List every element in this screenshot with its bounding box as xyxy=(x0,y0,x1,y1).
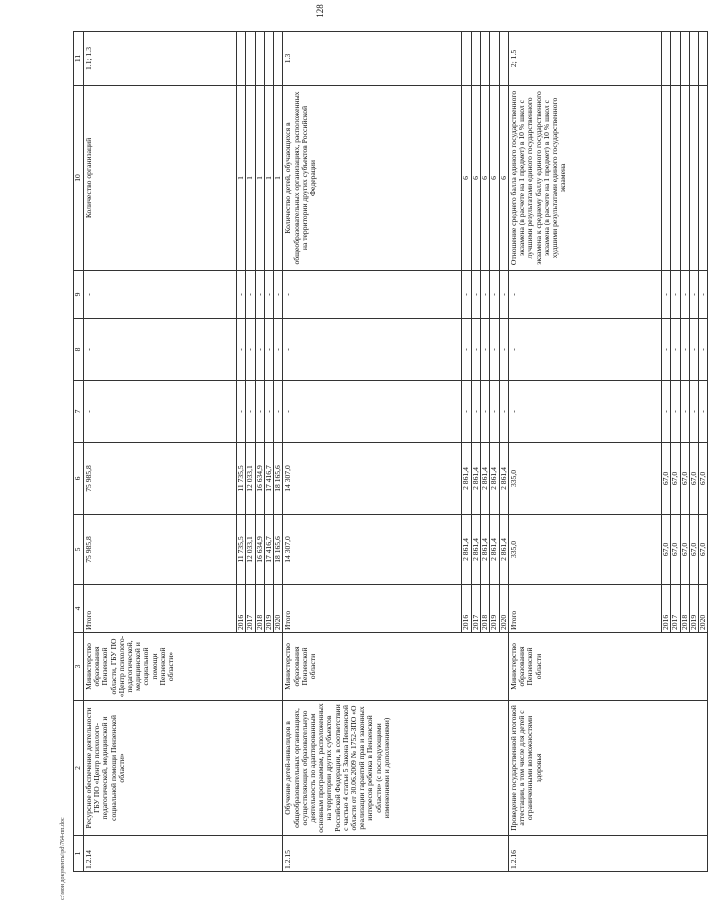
other-sources: - xyxy=(237,271,246,319)
regional-budget: 2 861,4 xyxy=(481,443,490,515)
federal-budget: - xyxy=(699,381,708,443)
federal-budget: - xyxy=(661,381,670,443)
activity-id: 1.2.16 xyxy=(508,836,707,872)
program-activities-table-container xyxy=(73,32,708,872)
other-sources: - xyxy=(680,271,689,319)
column-number-8: 8 xyxy=(74,319,84,381)
federal-budget: - xyxy=(490,381,499,443)
total-amount: 67,0 xyxy=(661,515,670,585)
target-link xyxy=(246,32,255,86)
federal-budget: - xyxy=(246,381,255,443)
indicator: 6 xyxy=(481,86,490,271)
other-sources: - xyxy=(471,271,480,319)
activity-row xyxy=(84,32,237,872)
indicator: 6 xyxy=(471,86,480,271)
activity-executor: Министерство образования Пензенской области, ГБУ ПО «Центр психолого-педагогической, медицинской и социальной помощи Пензенской области» xyxy=(84,633,283,701)
total-amount: 75 985,8 xyxy=(84,515,237,585)
target-link: 1.3 xyxy=(283,32,462,86)
other-sources: - xyxy=(274,271,283,319)
regional-budget: 67,0 xyxy=(661,443,670,515)
year-cell: 2016 xyxy=(237,585,246,633)
federal-budget: - xyxy=(274,381,283,443)
indicator xyxy=(671,86,680,271)
regional-budget: 11 735,5 xyxy=(237,443,246,515)
column-number-9: 9 xyxy=(74,271,84,319)
local-budget: - xyxy=(255,319,264,381)
total-amount: 67,0 xyxy=(699,515,708,585)
year-cell: 2018 xyxy=(680,585,689,633)
target-link xyxy=(237,32,246,86)
total-amount: 17 416,7 xyxy=(264,515,273,585)
regional-budget: 2 861,4 xyxy=(462,443,471,515)
column-number-7: 7 xyxy=(74,381,84,443)
page-number xyxy=(0,6,640,16)
indicator: 1 xyxy=(246,86,255,271)
header-row xyxy=(74,32,84,872)
activity-row xyxy=(283,32,462,872)
indicator xyxy=(689,86,698,271)
other-sources: - xyxy=(499,271,508,319)
column-number-10: 10 xyxy=(74,86,84,271)
federal-budget: - xyxy=(237,381,246,443)
regional-budget: 2 861,4 xyxy=(499,443,508,515)
year-cell: 2020 xyxy=(499,585,508,633)
activity-id: 1.2.15 xyxy=(283,836,508,872)
column-number-6: 6 xyxy=(74,443,84,515)
federal-budget: - xyxy=(499,381,508,443)
local-budget: - xyxy=(462,319,471,381)
local-budget: - xyxy=(490,319,499,381)
activity-name: Обучение детей-инвалидов в общеобразовательных организациях, осуществляющих образовательную деятельность по адаптированным основным программам, расположенных на территории других субъектов Российской Федерации, в соответствии с частью 4 статьи 5 Закона Пензенской области от 30.06.2009 № 1752-ЗПО «О реализации гарантий прав и законных интересов ребенка в Пензенской области» (с последующими изменениями и дополнениями) xyxy=(283,701,508,836)
total-amount: 2 861,4 xyxy=(481,515,490,585)
total-amount: 67,0 xyxy=(671,515,680,585)
regional-budget: 67,0 xyxy=(671,443,680,515)
activity-name: Проведение государственной итоговой аттестации, в том числе для детей с ограниченными возможностями здоровья xyxy=(508,701,707,836)
year-cell: Итого xyxy=(283,585,462,633)
other-sources: - xyxy=(462,271,471,319)
year-cell: 2016 xyxy=(462,585,471,633)
target-link xyxy=(699,32,708,86)
local-budget: - xyxy=(246,319,255,381)
total-amount: 2 861,4 xyxy=(471,515,480,585)
local-budget: - xyxy=(499,319,508,381)
total-amount: 11 735,5 xyxy=(237,515,246,585)
regional-budget: 67,0 xyxy=(689,443,698,515)
indicator: Количество организаций xyxy=(84,86,237,271)
regional-budget: 2 861,4 xyxy=(471,443,480,515)
indicator: 1 xyxy=(237,86,246,271)
other-sources: - xyxy=(84,271,237,319)
target-link xyxy=(689,32,698,86)
local-budget: - xyxy=(274,319,283,381)
other-sources: - xyxy=(255,271,264,319)
federal-budget: - xyxy=(689,381,698,443)
regional-budget: 14 307,0 xyxy=(283,443,462,515)
activity-id: 1.2.14 xyxy=(84,836,283,872)
federal-budget: - xyxy=(471,381,480,443)
regional-budget: 67,0 xyxy=(699,443,708,515)
total-amount: 2 861,4 xyxy=(490,515,499,585)
local-budget: - xyxy=(671,319,680,381)
regional-budget: 2 861,4 xyxy=(490,443,499,515)
other-sources: - xyxy=(671,271,680,319)
local-budget: - xyxy=(283,319,462,381)
indicator xyxy=(680,86,689,271)
other-sources: - xyxy=(490,271,499,319)
column-number-2: 2 xyxy=(74,701,84,836)
other-sources: - xyxy=(481,271,490,319)
target-link xyxy=(264,32,273,86)
target-link xyxy=(680,32,689,86)
other-sources: - xyxy=(283,271,462,319)
target-link xyxy=(481,32,490,86)
activity-executor: Министерство образования Пензенской области xyxy=(283,633,508,701)
federal-budget: - xyxy=(671,381,680,443)
other-sources: - xyxy=(246,271,255,319)
indicator: Отношение среднего балла единого государственного экзамена (в расчете на 1 предмет) в 10 % школ с лучшими результатами единого государственного экзамена к среднему баллу единого государственного экзамена (в расчете на 1 предмет) в 10 % школ с худшими результатами единого государственного экзамена xyxy=(508,86,661,271)
target-link xyxy=(471,32,480,86)
total-amount: 67,0 xyxy=(680,515,689,585)
other-sources: - xyxy=(508,271,661,319)
federal-budget: - xyxy=(508,381,661,443)
local-budget: - xyxy=(699,319,708,381)
column-number-1: 1 xyxy=(74,836,84,872)
total-amount: 2 861,4 xyxy=(462,515,471,585)
year-cell: 2020 xyxy=(274,585,283,633)
local-budget: - xyxy=(84,319,237,381)
total-amount: 335,0 xyxy=(508,515,661,585)
total-amount: 14 307,0 xyxy=(283,515,462,585)
column-number-4: 4 xyxy=(74,585,84,633)
year-cell: 2019 xyxy=(264,585,273,633)
regional-budget: 75 985,8 xyxy=(84,443,237,515)
activity-executor: Министерство образования Пензенской области xyxy=(508,633,707,701)
local-budget: - xyxy=(680,319,689,381)
year-cell: 2018 xyxy=(481,585,490,633)
year-cell: 2017 xyxy=(246,585,255,633)
regional-budget: 335,0 xyxy=(508,443,661,515)
federal-budget: - xyxy=(264,381,273,443)
indicator: 1 xyxy=(274,86,283,271)
indicator: 6 xyxy=(499,86,508,271)
federal-budget: - xyxy=(462,381,471,443)
indicator: 6 xyxy=(490,86,499,271)
column-number-11: 11 xyxy=(74,32,84,86)
target-link xyxy=(490,32,499,86)
local-budget: - xyxy=(508,319,661,381)
federal-budget: - xyxy=(481,381,490,443)
regional-budget: 16 634,9 xyxy=(255,443,264,515)
year-cell: Итого xyxy=(84,585,237,633)
other-sources: - xyxy=(699,271,708,319)
federal-budget: - xyxy=(255,381,264,443)
federal-budget: - xyxy=(680,381,689,443)
indicator xyxy=(699,86,708,271)
target-link xyxy=(255,32,264,86)
total-amount: 16 634,9 xyxy=(255,515,264,585)
rotated-page xyxy=(73,32,708,872)
other-sources: - xyxy=(689,271,698,319)
total-amount: 67,0 xyxy=(689,515,698,585)
activity-name: Ресурсное обеспечение деятельности ГБУ ПО «Центр психолого-педагогической, медицинской и социальной помощи Пензенской области» xyxy=(84,701,283,836)
indicator: Количество детей, обучающихся в общеобразовательных организациях, расположенных на территории других субъектов Российской Федерации xyxy=(283,86,462,271)
total-amount: 12 033,1 xyxy=(246,515,255,585)
target-link: 2; 1.5 xyxy=(508,32,661,86)
regional-budget: 17 416,7 xyxy=(264,443,273,515)
year-cell: 2017 xyxy=(671,585,680,633)
indicator: 6 xyxy=(462,86,471,271)
year-cell: 2018 xyxy=(255,585,264,633)
target-link xyxy=(462,32,471,86)
local-budget: - xyxy=(471,319,480,381)
year-cell: 2019 xyxy=(490,585,499,633)
year-cell: 2016 xyxy=(661,585,670,633)
regional-budget: 67,0 xyxy=(680,443,689,515)
footer-file-path: c:\мои документы\pd\764-пп.doc xyxy=(60,817,66,900)
target-link xyxy=(499,32,508,86)
target-link xyxy=(274,32,283,86)
local-budget: - xyxy=(237,319,246,381)
local-budget: - xyxy=(264,319,273,381)
local-budget: - xyxy=(481,319,490,381)
column-number-3: 3 xyxy=(74,633,84,701)
target-link xyxy=(661,32,670,86)
federal-budget: - xyxy=(283,381,462,443)
total-amount: 18 165,6 xyxy=(274,515,283,585)
indicator: 1 xyxy=(255,86,264,271)
year-cell: 2019 xyxy=(689,585,698,633)
regional-budget: 12 033,1 xyxy=(246,443,255,515)
indicator: 1 xyxy=(264,86,273,271)
year-cell: 2017 xyxy=(471,585,480,633)
other-sources: - xyxy=(661,271,670,319)
year-cell: 2020 xyxy=(699,585,708,633)
program-activities-table xyxy=(73,31,708,872)
target-link xyxy=(671,32,680,86)
local-budget: - xyxy=(661,319,670,381)
column-number-5: 5 xyxy=(74,515,84,585)
local-budget: - xyxy=(689,319,698,381)
page-number-text: 128 xyxy=(315,4,325,18)
activity-row xyxy=(508,32,661,872)
federal-budget: - xyxy=(84,381,237,443)
regional-budget: 18 165,6 xyxy=(274,443,283,515)
target-link: 1.1; 1.3 xyxy=(84,32,237,86)
total-amount: 2 861,4 xyxy=(499,515,508,585)
other-sources: - xyxy=(264,271,273,319)
year-cell: Итого xyxy=(508,585,661,633)
indicator xyxy=(661,86,670,271)
